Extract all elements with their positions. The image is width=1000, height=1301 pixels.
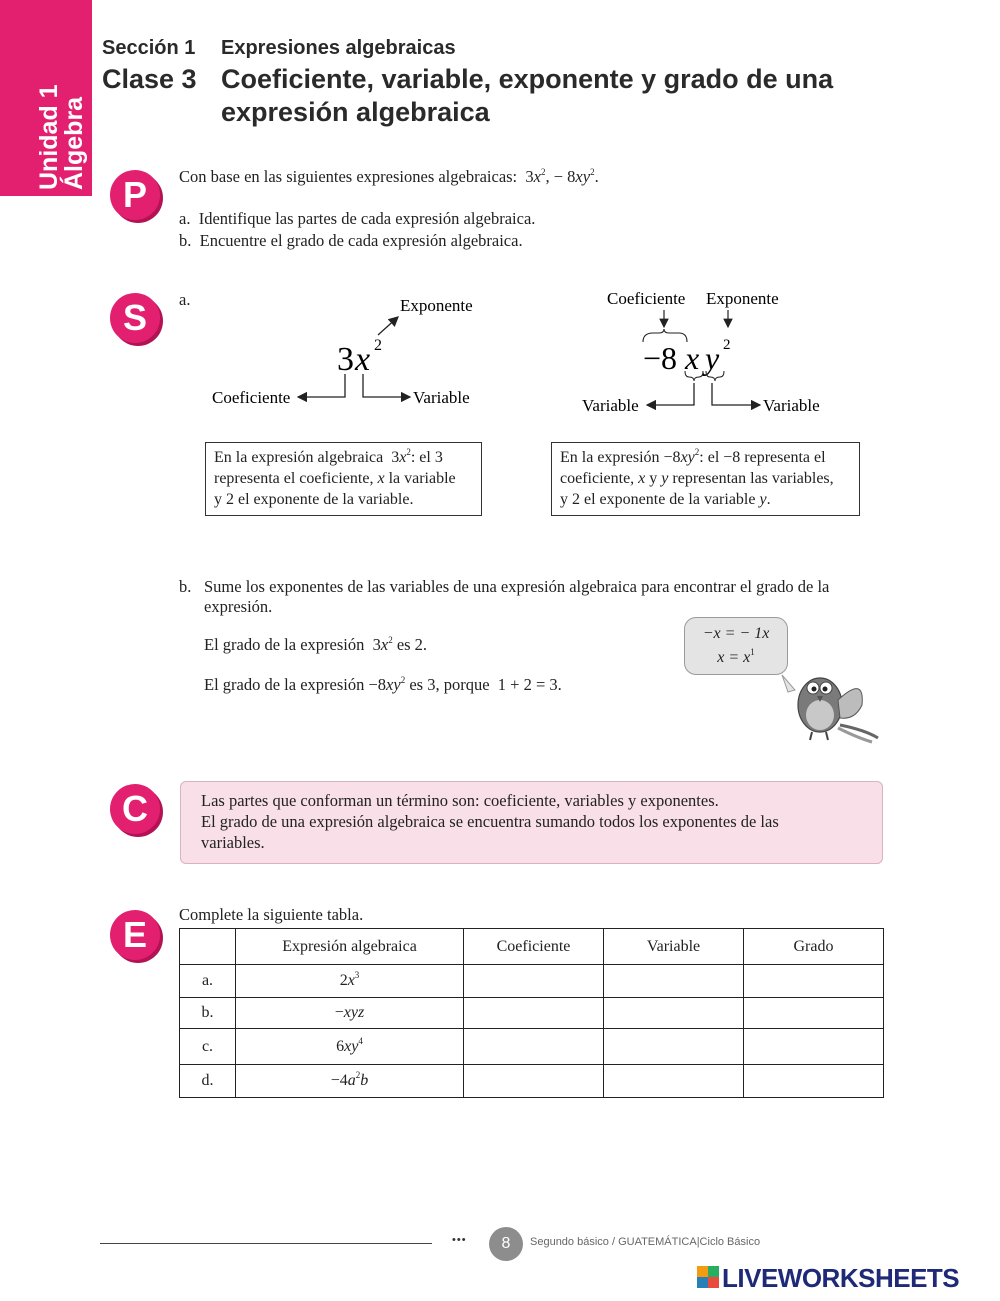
footer-text: Segundo básico / GUATEMÁTICA|Ciclo Básico xyxy=(530,1236,761,1248)
d2-var1-arrow xyxy=(647,383,694,405)
page-number: 8 xyxy=(489,1227,523,1261)
d1-exponent-arrow xyxy=(378,317,398,335)
d2-var2-label: Variable xyxy=(763,396,820,415)
row-label: d. xyxy=(180,1065,236,1098)
d1-coef: 3 xyxy=(337,341,354,378)
bird-mascot-icon xyxy=(740,650,885,745)
row-label: a. xyxy=(180,965,236,998)
row-expression: $6xy^4$ xyxy=(236,1029,464,1065)
table-row xyxy=(180,1065,884,1098)
d1-exponent-label: Exponente xyxy=(400,296,473,315)
footer-dots: ••• xyxy=(452,1234,467,1246)
section-title: Expresiones algebraicas xyxy=(221,37,456,59)
d2-var1: x xyxy=(685,340,700,376)
degree-example-2: El grado de la expresión $-8xy^2$ es 3, porque 1 + 2 = 3. xyxy=(204,675,562,694)
class-title-line1: Coeficiente, variable, exponente y grado de una xyxy=(221,64,834,94)
badge-e: E xyxy=(110,910,160,960)
degree-cell[interactable] xyxy=(744,1065,884,1098)
d2-coef: −8 xyxy=(643,340,678,376)
table-row xyxy=(180,965,884,998)
d2-exp: 2 xyxy=(723,337,731,353)
explanation-box-2: En la expresión $-8xy^2$: el −8 representa el coeficiente, x y y representan las variables, y 2 el exponente de la variable y. xyxy=(551,442,860,516)
unit-tab xyxy=(0,0,92,196)
coefficient-cell[interactable] xyxy=(464,998,604,1029)
part-b-line2: expresión. xyxy=(204,597,273,616)
table-row xyxy=(180,1029,884,1065)
class-label: Clase 3 xyxy=(102,64,197,94)
problem-item-b: b. Encuentre el grado de cada expresión algebraica. xyxy=(179,231,523,250)
d1-var: x xyxy=(355,341,371,378)
table-row xyxy=(180,998,884,1029)
table-header-row xyxy=(180,929,884,965)
concept-line1: Las partes que conforman un término son: coeficiente, variables y exponentes. xyxy=(201,791,719,810)
solution-part-b-label: b. xyxy=(179,577,192,596)
problem-item-a: a. Identifique las partes de cada expresión algebraica. xyxy=(179,209,536,228)
liveworksheets-brand[interactable]: LIVEWORKSHEETS xyxy=(722,1263,960,1293)
exercise-table xyxy=(179,928,884,1098)
header-variable: Variable xyxy=(604,929,744,965)
concept-box xyxy=(180,781,883,864)
coefficient-cell[interactable] xyxy=(464,1065,604,1098)
degree-example-1: El grado de la expresión $3x^2$ es 2. xyxy=(204,635,428,654)
bubble-line2: $x = x^1$ xyxy=(717,647,755,666)
liveworksheets-logo-icon xyxy=(697,1266,719,1288)
row-expression: −xyz xyxy=(236,998,464,1029)
header-coefficient: Coeficiente xyxy=(464,929,604,965)
class-title-line2: expresión algebraica xyxy=(221,97,490,127)
part-b-line1: Sume los exponentes de las variables de una expresión algebraica para encontrar el grado de la xyxy=(204,577,830,596)
coefficient-cell[interactable] xyxy=(464,1029,604,1065)
variable-cell[interactable] xyxy=(604,1029,744,1065)
coefficient-cell[interactable] xyxy=(464,965,604,998)
d1-coef-label: Coeficiente xyxy=(212,388,291,407)
solution-part-a-label: a. xyxy=(179,290,191,309)
badge-p: P xyxy=(110,170,160,220)
variable-cell[interactable] xyxy=(604,965,744,998)
row-label: b. xyxy=(180,998,236,1029)
explanation-box-1: En la expresión algebraica $3x^2$: el 3 representa el coeficiente, x la variable y 2 el exponente de la variable. xyxy=(205,442,482,516)
problem-intro: Con base en las siguientes expresiones algebraicas: $3x^2$, − $8xy^2$. xyxy=(179,167,599,186)
badge-c: C xyxy=(110,784,160,834)
d2-var1-label: Variable xyxy=(582,396,639,415)
d2-var2-arrow xyxy=(712,383,760,405)
row-expression: $2x^3$ xyxy=(236,965,464,998)
unit-label: Unidad 1 xyxy=(35,84,63,190)
badge-s: S xyxy=(110,293,160,343)
header-degree: Grado xyxy=(744,929,884,965)
variable-cell[interactable] xyxy=(604,998,744,1029)
header-expression: Expresión algebraica xyxy=(236,929,464,965)
d1-var-label: Variable xyxy=(413,388,470,407)
diagram-2 xyxy=(575,285,845,420)
footer-divider xyxy=(100,1243,432,1244)
header-blank xyxy=(180,929,236,965)
section-label: Sección 1 xyxy=(102,37,196,59)
d2-coef-label: Coeficiente xyxy=(607,289,686,308)
subject-label: Álgebra xyxy=(60,96,88,190)
concept-line2: El grado de una expresión algebraica se encuentra sumando todos los exponentes de las xyxy=(201,812,779,831)
diagram-1 xyxy=(200,290,500,415)
concept-line3: variables. xyxy=(201,833,265,852)
degree-cell[interactable] xyxy=(744,1029,884,1065)
row-label: c. xyxy=(180,1029,236,1065)
bubble-line1: −x = − 1x xyxy=(702,625,770,642)
exercise-instruction: Complete la siguiente tabla. xyxy=(179,905,364,924)
d2-exponent-label: Exponente xyxy=(706,289,779,308)
variable-cell[interactable] xyxy=(604,1065,744,1098)
row-expression: $-4a^2b$ xyxy=(236,1065,464,1098)
degree-cell[interactable] xyxy=(744,998,884,1029)
degree-cell[interactable] xyxy=(744,965,884,998)
d1-exp: 2 xyxy=(374,337,382,354)
d2-var2: y xyxy=(705,340,720,376)
